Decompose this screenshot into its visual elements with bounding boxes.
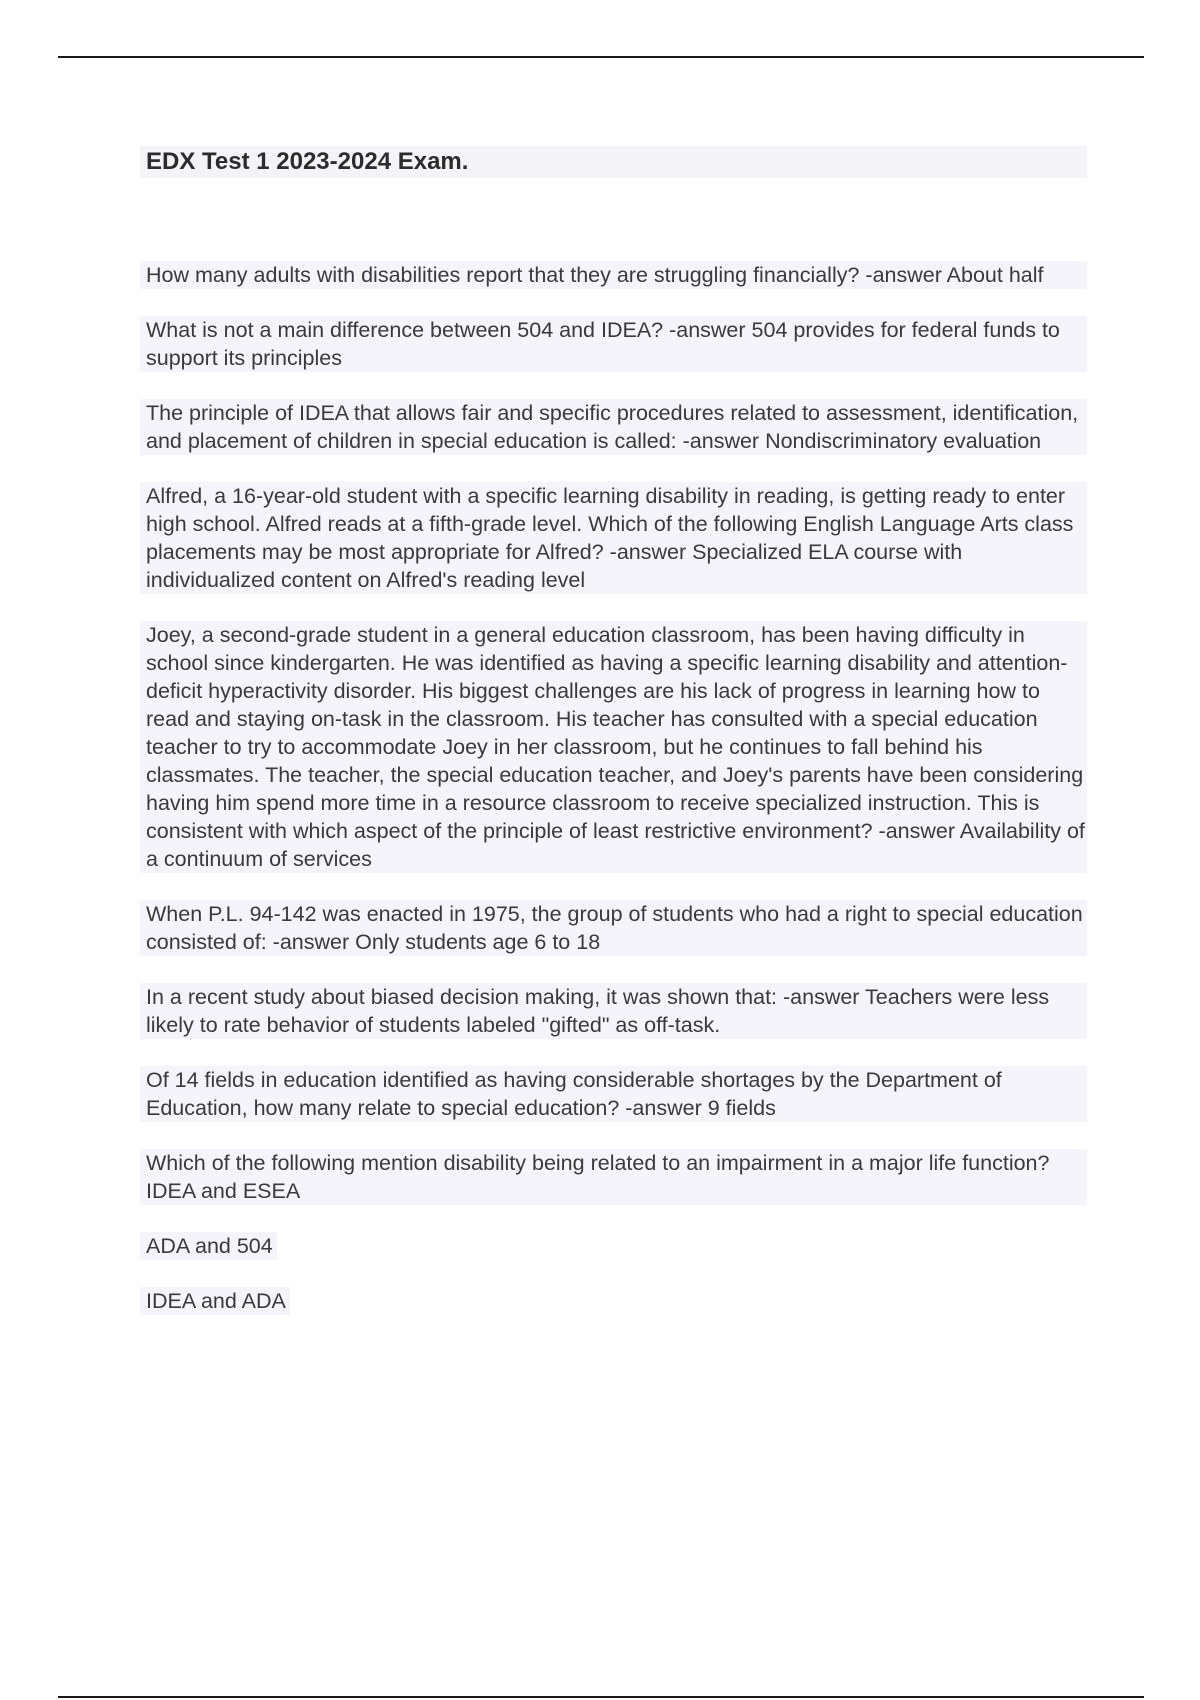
answer-option-wrap-2 [140,1287,1087,1315]
document-body [140,261,1087,1342]
document-title: EDX Test 1 2023-2024 Exam. [140,146,1087,178]
qa-paragraph-7: In a recent study about biased decision making, it was shown that: -answer Teachers were less likely to rate behavior of students labeled "gifted" as off-task. [140,983,1087,1039]
qa-paragraph-5: Joey, a second-grade student in a general education classroom, has been having difficulty in school since kindergarten. He was identified as having a specific learning disability and attention-deficit hyperactivity disorder. His biggest challenges are his lack of progress in learning how to read and staying on-task in the classroom. His teacher has consulted with a special education teacher to try to accommodate Joey in her classroom, but he continues to fall behind his classmates. The teacher, the special education teacher, and Joey's parents have been considering having him spend more time in a resource classroom to receive specialized instruction. This is consistent with which aspect of the principle of least restrictive environment? -answer Availability of a continuum of services [140,621,1087,873]
answer-option-wrap-1 [140,1232,1087,1260]
qa-paragraph-6: When P.L. 94-142 was enacted in 1975, the group of students who had a right to special education consisted of: -answer Only students age 6 to 18 [140,900,1087,956]
answer-option-idea-ada: IDEA and ADA [140,1287,290,1315]
top-rule [58,56,1144,58]
bottom-rule [58,1696,1144,1698]
qa-paragraph-1: How many adults with disabilities report that they are struggling financially? -answer About half [140,261,1087,289]
qa-paragraph-3: The principle of IDEA that allows fair and specific procedures related to assessment, identification, and placement of children in special education is called: -answer Nondiscriminatory evaluation [140,399,1087,455]
qa-paragraph-4: Alfred, a 16-year-old student with a specific learning disability in reading, is getting ready to enter high school. Alfred reads at a fifth-grade level. Which of the following English Language Arts class placements may be most appropriate for Alfred? -answer Specialized ELA course with individualized content on Alfred's reading level [140,482,1087,594]
qa-paragraph-2: What is not a main difference between 504 and IDEA? -answer 504 provides for federal funds to support its principles [140,316,1087,372]
qa-paragraph-8: Of 14 fields in education identified as having considerable shortages by the Department of Education, how many relate to special education? -answer 9 fields [140,1066,1087,1122]
qa-paragraph-9: Which of the following mention disability being related to an impairment in a major life function?IDEA and ESEA [140,1149,1087,1205]
answer-option-ada-504: ADA and 504 [140,1232,277,1260]
